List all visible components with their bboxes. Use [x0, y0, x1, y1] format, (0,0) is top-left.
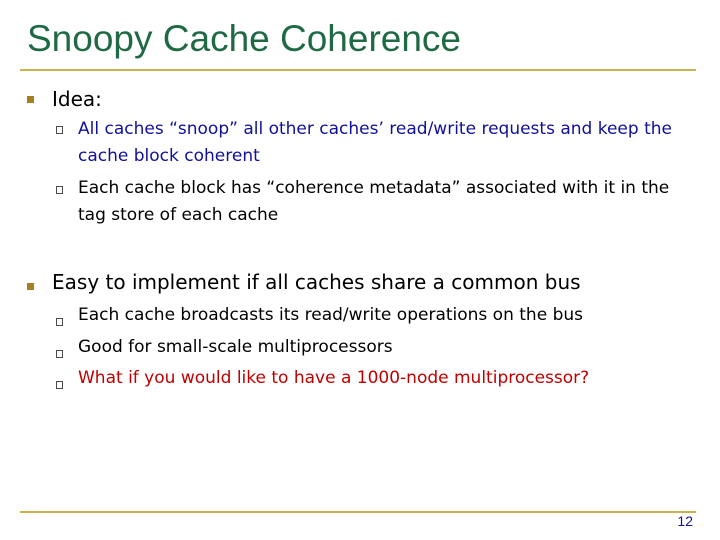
sub-bullet-small-scale: Good for small-scale multiprocessors [78, 337, 393, 357]
level2-bullet-marker [56, 350, 63, 358]
slide-title: Snoopy Cache Coherence [27, 18, 462, 59]
sub-bullet-snoop: All caches “snoop” all other caches’ read/write requests and keep the cache block coherent [78, 119, 672, 166]
level1-bullet-marker [27, 283, 34, 290]
sub-bullet-1000-node: What if you would like to have a 1000-node multiprocessor? [78, 368, 590, 388]
bullet-common-bus: Easy to implement if all caches share a common bus [52, 270, 581, 294]
title-underline [20, 69, 696, 71]
level2-bullet-marker [56, 381, 63, 389]
page-number: 12 [677, 513, 693, 529]
bullet-idea: Idea: [52, 87, 102, 111]
level2-bullet-marker [56, 318, 63, 326]
sub-bullet-metadata: Each cache block has “coherence metadata” associated with it in the tag store of each cache [78, 178, 670, 225]
footer-rule [20, 511, 696, 513]
level1-bullet-marker [27, 96, 34, 103]
sub-bullet-broadcast: Each cache broadcasts its read/write operations on the bus [78, 305, 583, 325]
level2-bullet-marker [56, 126, 63, 134]
level2-bullet-marker [56, 186, 63, 194]
